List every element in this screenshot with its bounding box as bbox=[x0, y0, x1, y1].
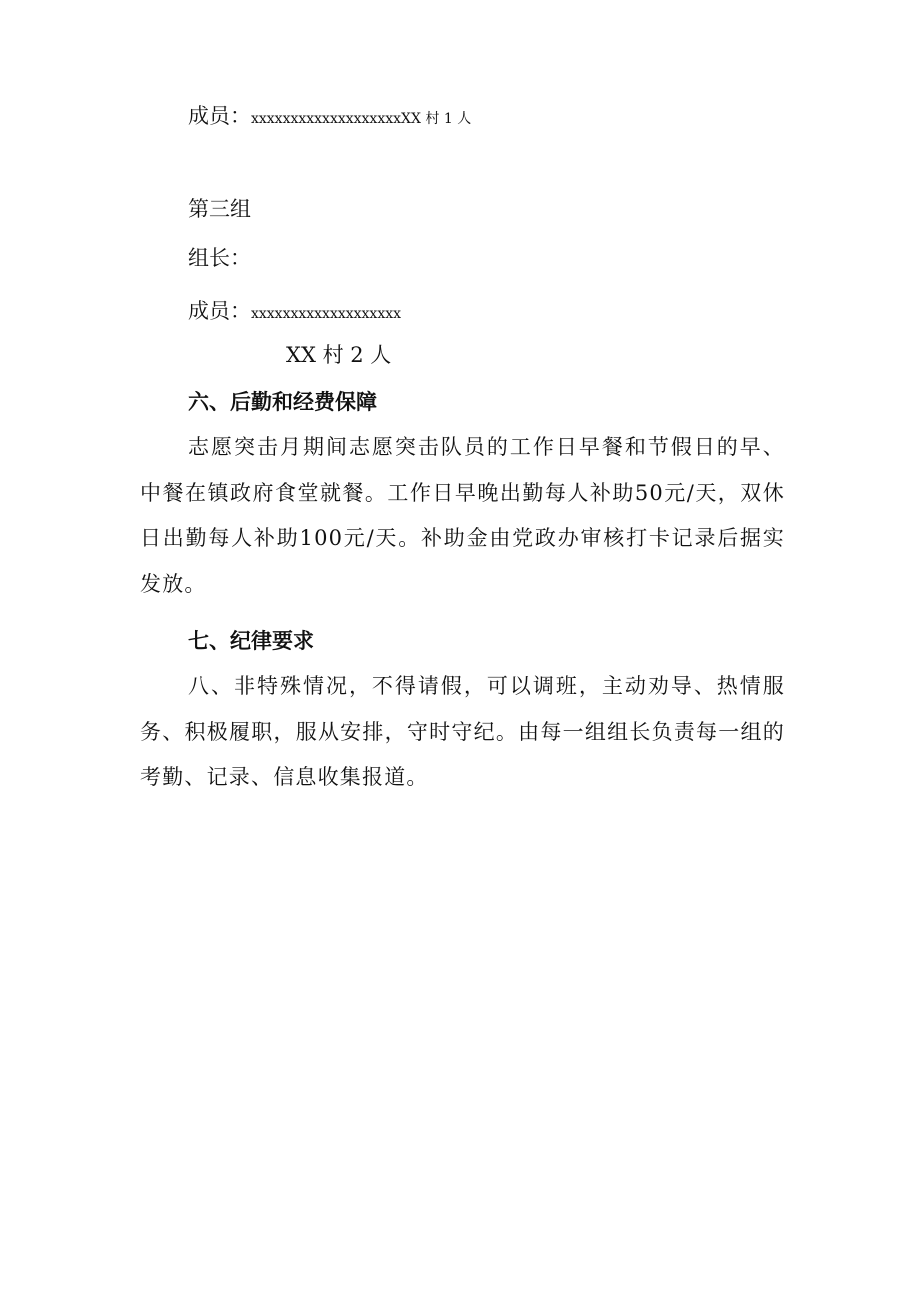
section7-paragraph: 八、非特殊情况，不得请假，可以调班，主动劝导、热情服务、积极履职，服从安排，守时守纪。由每一组组长负责每一组的考勤、记录、信息收集报道。 bbox=[140, 674, 785, 789]
members-value: xxxxxxxxxxxxxxxxxxx bbox=[251, 306, 402, 322]
section6-heading: 六、后勤和经费保障 bbox=[188, 390, 377, 414]
members-value: xxxxxxxxxxxxxxxxxxxXX 村 1 人 bbox=[251, 111, 472, 127]
group3-village-line: XX 村 2 人 bbox=[286, 343, 392, 367]
members-label: 成员： bbox=[188, 299, 251, 323]
group3-members-line bbox=[188, 296, 401, 329]
section7-heading: 七、纪律要求 bbox=[188, 629, 314, 653]
group3-title: 第三组 bbox=[188, 197, 251, 221]
group2-members-line bbox=[188, 101, 471, 134]
section6-paragraph: 志愿突击月期间志愿突击队员的工作日早餐和节假日的早、中餐在镇政府食堂就餐。工作日早晚出勤每人补助50元/天，双休日出勤每人补助100元/天。补助金由党政办审核打卡记录后据实发放。 bbox=[140, 435, 785, 596]
group3-leader-label: 组长： bbox=[188, 246, 251, 270]
members-label: 成员： bbox=[188, 104, 251, 128]
